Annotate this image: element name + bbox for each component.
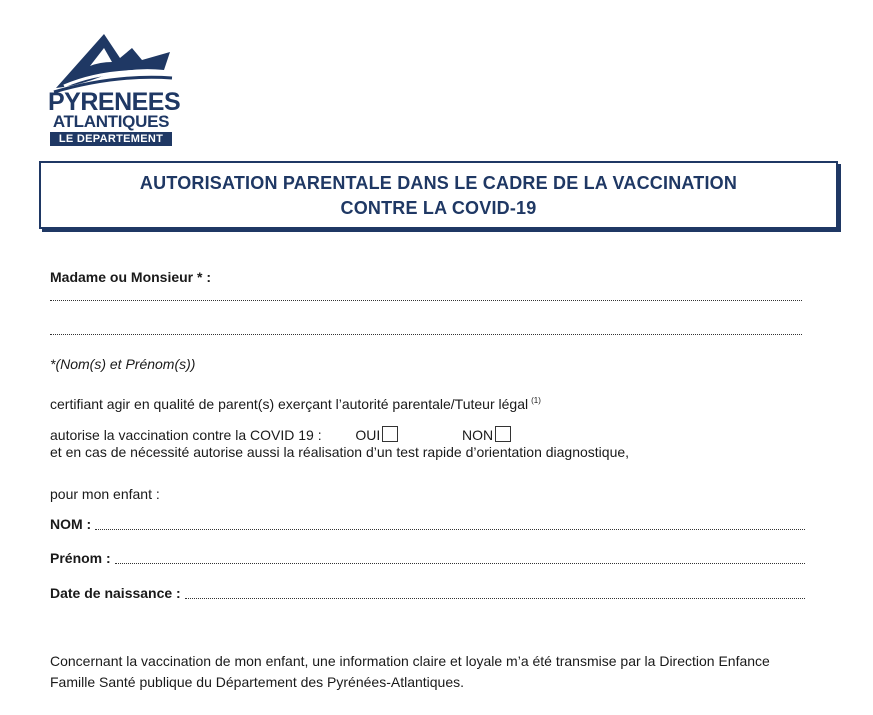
certify-text: certifiant agir en qualité de parent(s) exerçant l’autorité parentale/Tuteur légal xyxy=(50,396,529,412)
child-nom-label: NOM : xyxy=(50,516,92,532)
child-nom-field[interactable] xyxy=(50,515,805,533)
child-birthdate-line[interactable] xyxy=(185,598,805,599)
child-birthdate-label: Date de naissance : xyxy=(50,585,181,601)
authorize-text: autorise la vaccination contre la COVID 19 : xyxy=(50,427,322,443)
oui-checkbox[interactable] xyxy=(382,426,398,442)
oui-label: OUI xyxy=(355,427,381,443)
child-prenom-line[interactable] xyxy=(115,563,805,564)
parent-label: Madame ou Monsieur * : xyxy=(50,269,212,285)
document-title-line1: AUTORISATION PARENTALE DANS LE CADRE DE LA VACCINATION xyxy=(139,173,738,193)
parent-hint: *(Nom(s) et Prénom(s)) xyxy=(50,356,196,372)
parent-name-line-2[interactable] xyxy=(50,334,802,335)
certify-footnote-ref: (1) xyxy=(531,396,541,405)
department-logo xyxy=(46,24,181,146)
information-line-1: Concernant la vaccination de mon enfant, une information claire et loyale m’a été transmise par la Direction Enfance xyxy=(50,653,770,669)
information-paragraph xyxy=(50,651,840,693)
mountain-wave-icon xyxy=(46,24,176,94)
logo-text-departement: LE DEPARTEMENT xyxy=(50,132,172,146)
logo-text-atlantiques: ATLANTIQUES xyxy=(52,112,170,131)
document-title-box xyxy=(39,161,838,229)
child-prenom-label: Prénom : xyxy=(50,550,111,566)
information-line-2: Famille Santé publique du Département des Pyrénées-Atlantiques. xyxy=(50,674,465,690)
document-title-line2: CONTRE LA COVID-19 xyxy=(340,198,537,218)
child-nom-line[interactable] xyxy=(95,529,805,530)
child-birthdate-field[interactable] xyxy=(50,584,805,602)
authorize-row xyxy=(50,426,511,444)
logo-text-pyrenees: PYRENEES xyxy=(48,88,181,116)
test-statement: et en cas de nécessité autorise aussi la réalisation d’un test rapide d’orientation diagnostique, xyxy=(50,444,630,460)
non-label: NON xyxy=(462,427,494,443)
child-prenom-field[interactable] xyxy=(50,549,805,567)
certify-statement xyxy=(50,392,541,413)
child-intro: pour mon enfant : xyxy=(50,486,160,502)
non-checkbox[interactable] xyxy=(495,426,511,442)
parent-name-line-1[interactable] xyxy=(50,300,802,301)
